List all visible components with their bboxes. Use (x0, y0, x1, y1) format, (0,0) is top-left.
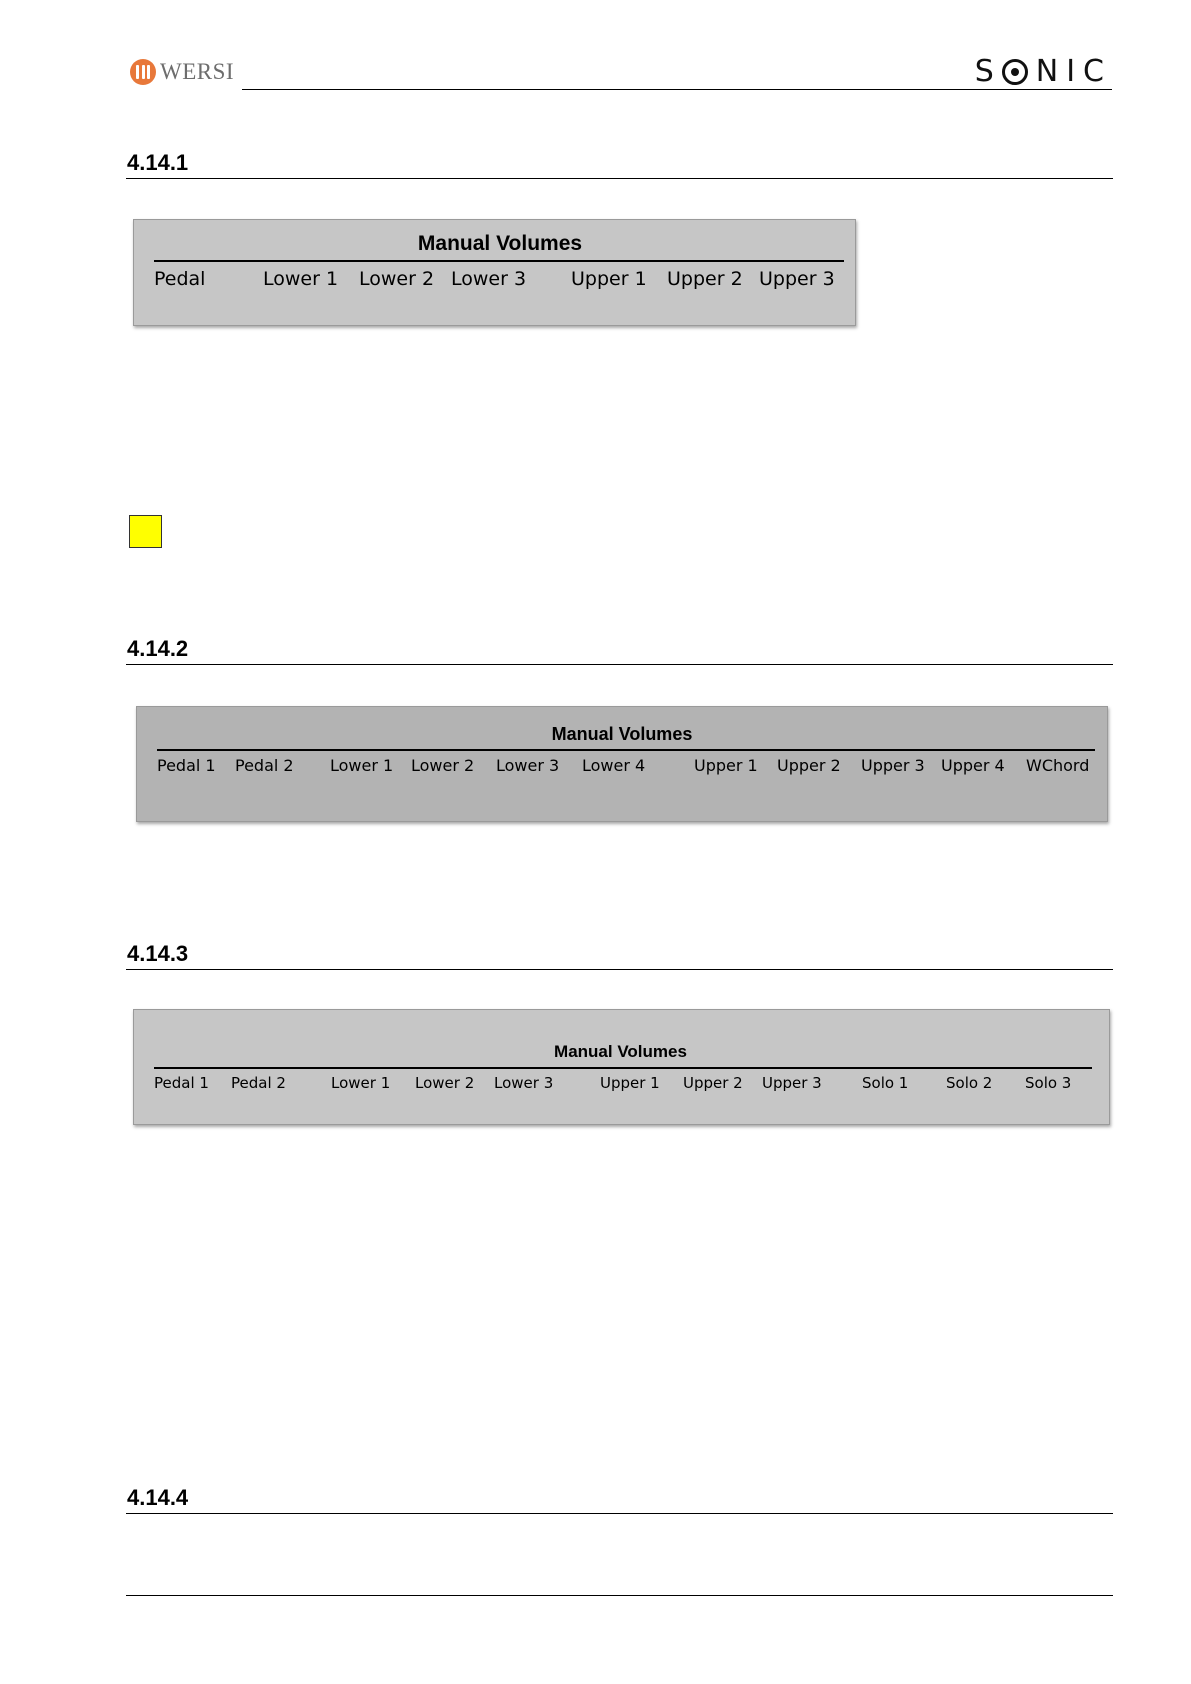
channel-label: Solo 1 (862, 1074, 909, 1092)
section-rule (126, 1513, 1113, 1514)
channel-label: Lower 3 (451, 268, 527, 290)
channel-label: Lower 2 (415, 1074, 475, 1092)
wersi-logo-text: WERSI (160, 59, 235, 84)
panel-title: Manual Volumes (551, 724, 693, 744)
channel-label: Lower 3 (494, 1074, 554, 1092)
channel-label: Pedal 1 (157, 756, 216, 775)
sonic-logo-icon (1002, 59, 1028, 85)
panel-title-rule (154, 1067, 1092, 1069)
channel-label: Lower 4 (582, 756, 646, 775)
channel-label: Pedal 2 (235, 756, 294, 775)
section-number: 4.14.1 (127, 150, 189, 175)
section-rule (126, 664, 1113, 665)
channel-label: Lower 1 (263, 268, 339, 290)
channel-label: WChord (1026, 756, 1090, 775)
channel-label: Pedal 1 (154, 1074, 209, 1092)
channel-label: Solo 3 (1025, 1074, 1072, 1092)
sonic-logo-s: S (974, 54, 1002, 89)
channel-label: Upper 2 (777, 756, 841, 775)
channel-label: Lower 1 (331, 1074, 391, 1092)
channel-label: Upper 1 (600, 1074, 660, 1092)
manual-volumes-panel (136, 706, 1108, 822)
section-number: 4.14.3 (127, 941, 189, 966)
channel-label: Upper 3 (861, 756, 925, 775)
panel-title-rule (154, 260, 844, 262)
sonic-logo-text: NIC (1035, 54, 1112, 89)
section-rule (126, 969, 1113, 970)
channel-label: Upper 2 (667, 268, 743, 290)
channel-label: Lower 2 (411, 756, 475, 775)
channel-label: Upper 2 (683, 1074, 743, 1092)
channel-label: Lower 1 (330, 756, 394, 775)
sonic-logo (975, 54, 1112, 89)
channel-label: Upper 3 (762, 1074, 822, 1092)
panel-title-rule (157, 749, 1095, 751)
channel-label: Solo 2 (946, 1074, 993, 1092)
section-rule (126, 178, 1113, 179)
channel-label: Upper 3 (759, 268, 835, 290)
highlight-swatch (129, 515, 162, 548)
manual-volumes-panel (133, 1009, 1110, 1125)
channel-label: Lower 2 (359, 268, 435, 290)
channel-label: Pedal (154, 268, 206, 290)
panel-title: Manual Volumes (554, 1042, 687, 1061)
footer-rule (126, 1595, 1113, 1596)
channel-label: Pedal 2 (231, 1074, 286, 1092)
header-rule (242, 89, 1112, 90)
section-number: 4.14.2 (127, 636, 189, 661)
manual-volumes-panel (133, 219, 856, 326)
wersi-logo-icon (130, 59, 156, 85)
channel-label: Lower 3 (496, 756, 560, 775)
section-number: 4.14.4 (127, 1485, 189, 1510)
panel-title: Manual Volumes (417, 232, 583, 255)
wersi-logo (130, 57, 234, 87)
channel-label: Upper 1 (694, 756, 758, 775)
channel-label: Upper 4 (941, 756, 1005, 775)
channel-label: Upper 1 (571, 268, 647, 290)
